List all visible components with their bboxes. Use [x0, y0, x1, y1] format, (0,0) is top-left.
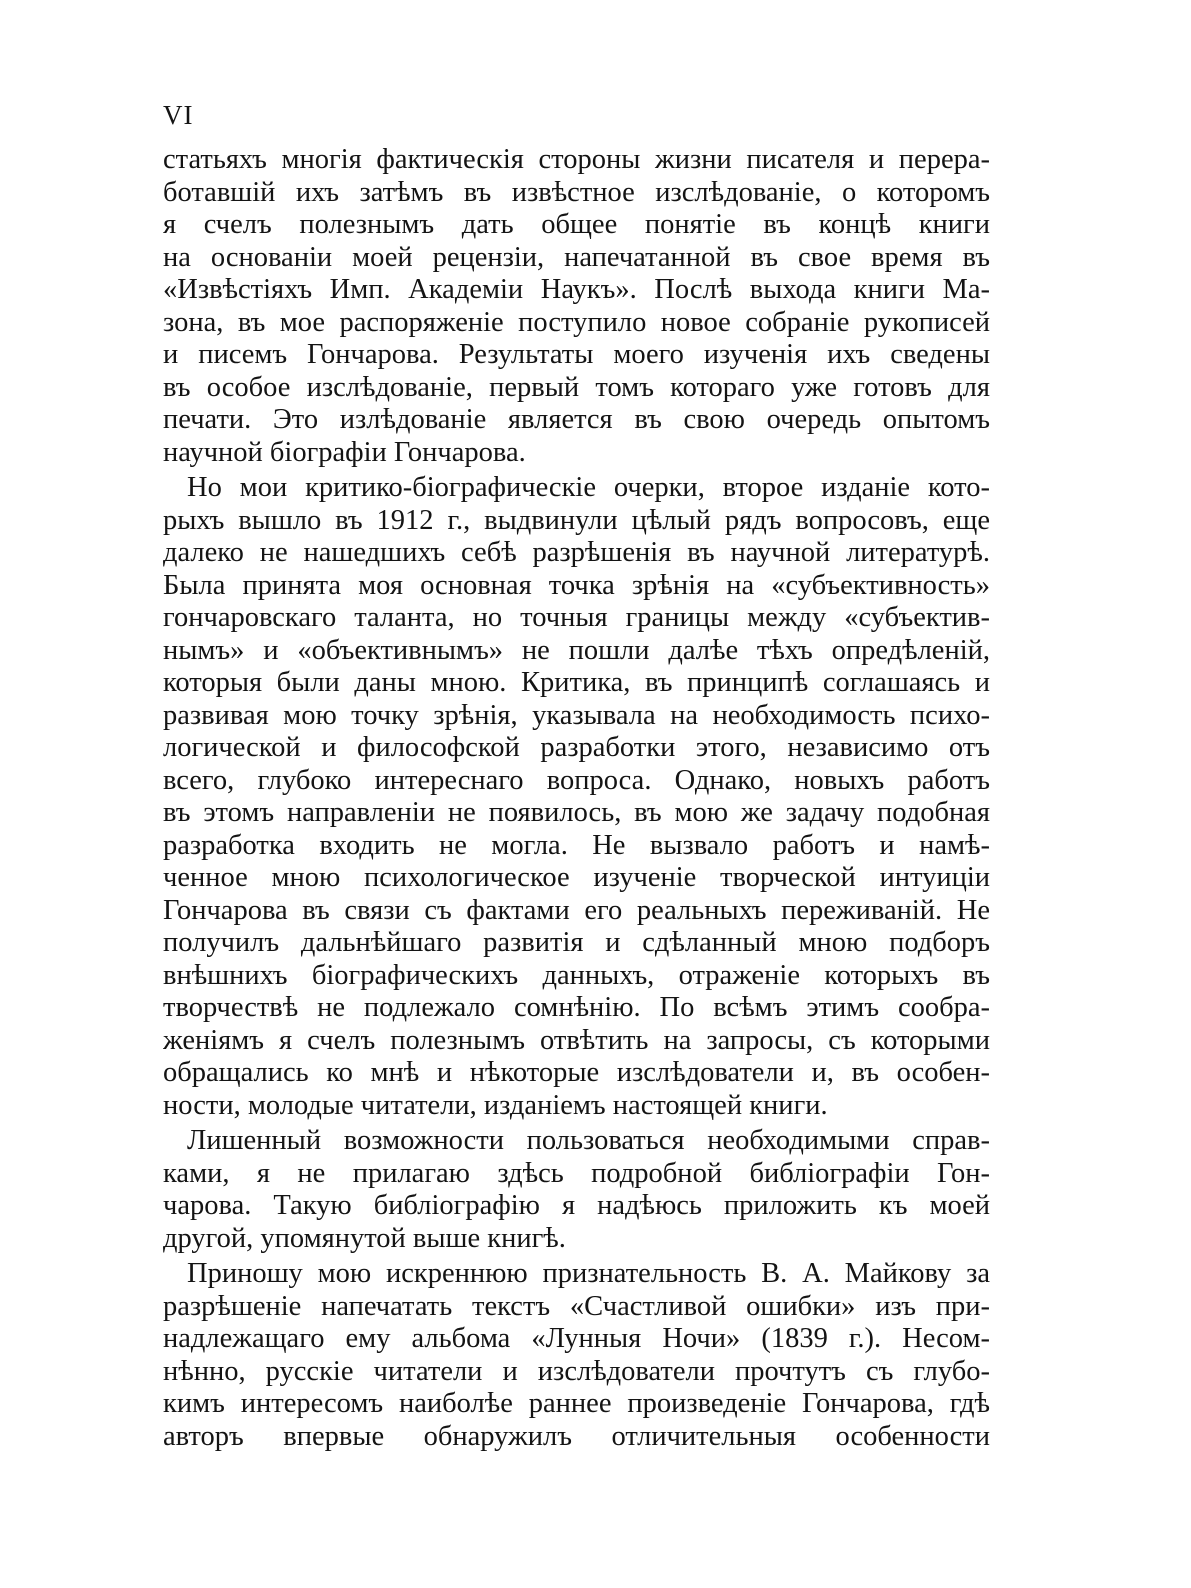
text-line: Была принята моя основная точка зрѣнія на «субъективность»: [163, 569, 990, 601]
text-line: развивая мою точку зрѣнія, указывала на необходимость психо-: [163, 699, 990, 731]
text-line: въ особое изслѣдованіе, первый томъ котораго уже готовъ для: [163, 371, 990, 403]
text-line: ности, молодые читатели, изданіемъ настоящей книги.: [163, 1089, 828, 1121]
text-line: печати. Это излѣдованіе является въ свою очередь опытомъ: [163, 404, 990, 435]
text-line: далеко не нашедшихъ себѣ разрѣшенія въ научной литературѣ.: [163, 537, 990, 568]
text-line: Но мои критико-біографическіе очерки, второе изданіе кото-: [187, 472, 990, 503]
text-line: ботавшій ихъ затѣмъ въ извѣстное изслѣдованіе, о которомъ: [163, 176, 990, 208]
text-line: статьяхъ многія фактическія стороны жизни писателя и перера-: [163, 144, 990, 175]
text-line: женіямъ я счелъ полезнымъ отвѣтить на запросы, съ которыми: [163, 1024, 990, 1056]
paragraph: [163, 1258, 990, 1453]
text-line: Лишенный возможности пользоваться необходимыми справ-: [187, 1125, 990, 1156]
text-line: разработка входить не могла. Не вызвало работъ и намѣ-: [163, 829, 990, 861]
text-line: научной біографіи Гончарова.: [163, 436, 526, 468]
text-line: ченное мною психологическое изученіе творческой интуиціи: [163, 862, 990, 893]
paragraph: [163, 144, 990, 469]
page-number: VI: [163, 100, 194, 130]
text-line: нѣнно, русскіе читатели и изслѣдователи прочтутъ съ глубо-: [163, 1355, 990, 1387]
text-line: чарова. Такую библіографію я надѣюсь приложить къ моей: [163, 1190, 990, 1221]
text-line: разрѣшеніе напечатать текстъ «Счастливой ошибки» изъ при-: [163, 1290, 990, 1322]
text-line: авторъ впервые обнаружилъ отличительныя особенности: [163, 1420, 990, 1452]
text-line: логической и философской разработки этого, независимо отъ: [163, 732, 990, 763]
text-line: гончаровскаго таланта, но точныя границы между «субъектив-: [163, 602, 990, 633]
text-line: внѣшнихъ біографическихъ данныхъ, отраженіе которыхъ въ: [163, 959, 990, 991]
text-line: нымъ» и «объективнымъ» не пошли далѣе тѣхъ опредѣленій,: [163, 634, 990, 666]
paragraph: [163, 1125, 990, 1255]
text-line: всего, глубоко интереснаго вопроса. Однако, новыхъ работъ: [163, 764, 990, 796]
text-line: зона, въ мое распоряженіе поступило новое собраніе рукописей: [163, 306, 990, 338]
text-line: получилъ дальнѣйшаго развитія и сдѣланный мною подборъ: [163, 927, 990, 958]
text-line: кимъ интересомъ наиболѣе раннее произведеніе Гончарова, гдѣ: [163, 1388, 990, 1419]
paragraph: [163, 472, 990, 1122]
text-line: рыхъ вышло въ 1912 г., выдвинули цѣлый рядъ вопросовъ, еще: [163, 504, 990, 536]
text-line: я счелъ полезнымъ дать общее понятіе въ концѣ книги: [163, 209, 990, 240]
text-line: Гончарова въ связи съ фактами его реальныхъ переживаній. Не: [163, 894, 990, 926]
text-line: въ этомъ направленiи не появилось, въ мою же задачу подобная: [163, 797, 990, 828]
text-line: и писемъ Гончарова. Результаты моего изученія ихъ сведены: [163, 339, 990, 370]
text-line: ками, я не прилагаю здѣсь подробной библіографіи Гон-: [163, 1157, 990, 1189]
text-line: другой, упомянутой выше книгѣ.: [163, 1222, 566, 1254]
text-line: творчествѣ не подлежало сомнѣнію. По всѣмъ этимъ сообра-: [163, 992, 990, 1023]
text-line: Приношу мою искреннюю признательность В. А. Майкову за: [187, 1258, 990, 1289]
text-line: «Извѣстiяхъ Имп. Академiи Наукъ». Послѣ выхода книги Ма-: [163, 274, 990, 305]
text-line: надлежащаго ему альбома «Лунныя Ночи» (1839 г.). Несом-: [163, 1323, 990, 1354]
text-line: на основанiи моей рецензiи, напечатанной въ свое время въ: [163, 241, 990, 273]
text-line: которыя были даны мною. Критика, въ принципѣ соглашаясь и: [163, 667, 990, 698]
text-line: обращались ко мнѣ и нѣкоторые изслѣдователи и, въ особен-: [163, 1057, 990, 1088]
body-text: [163, 144, 990, 1453]
